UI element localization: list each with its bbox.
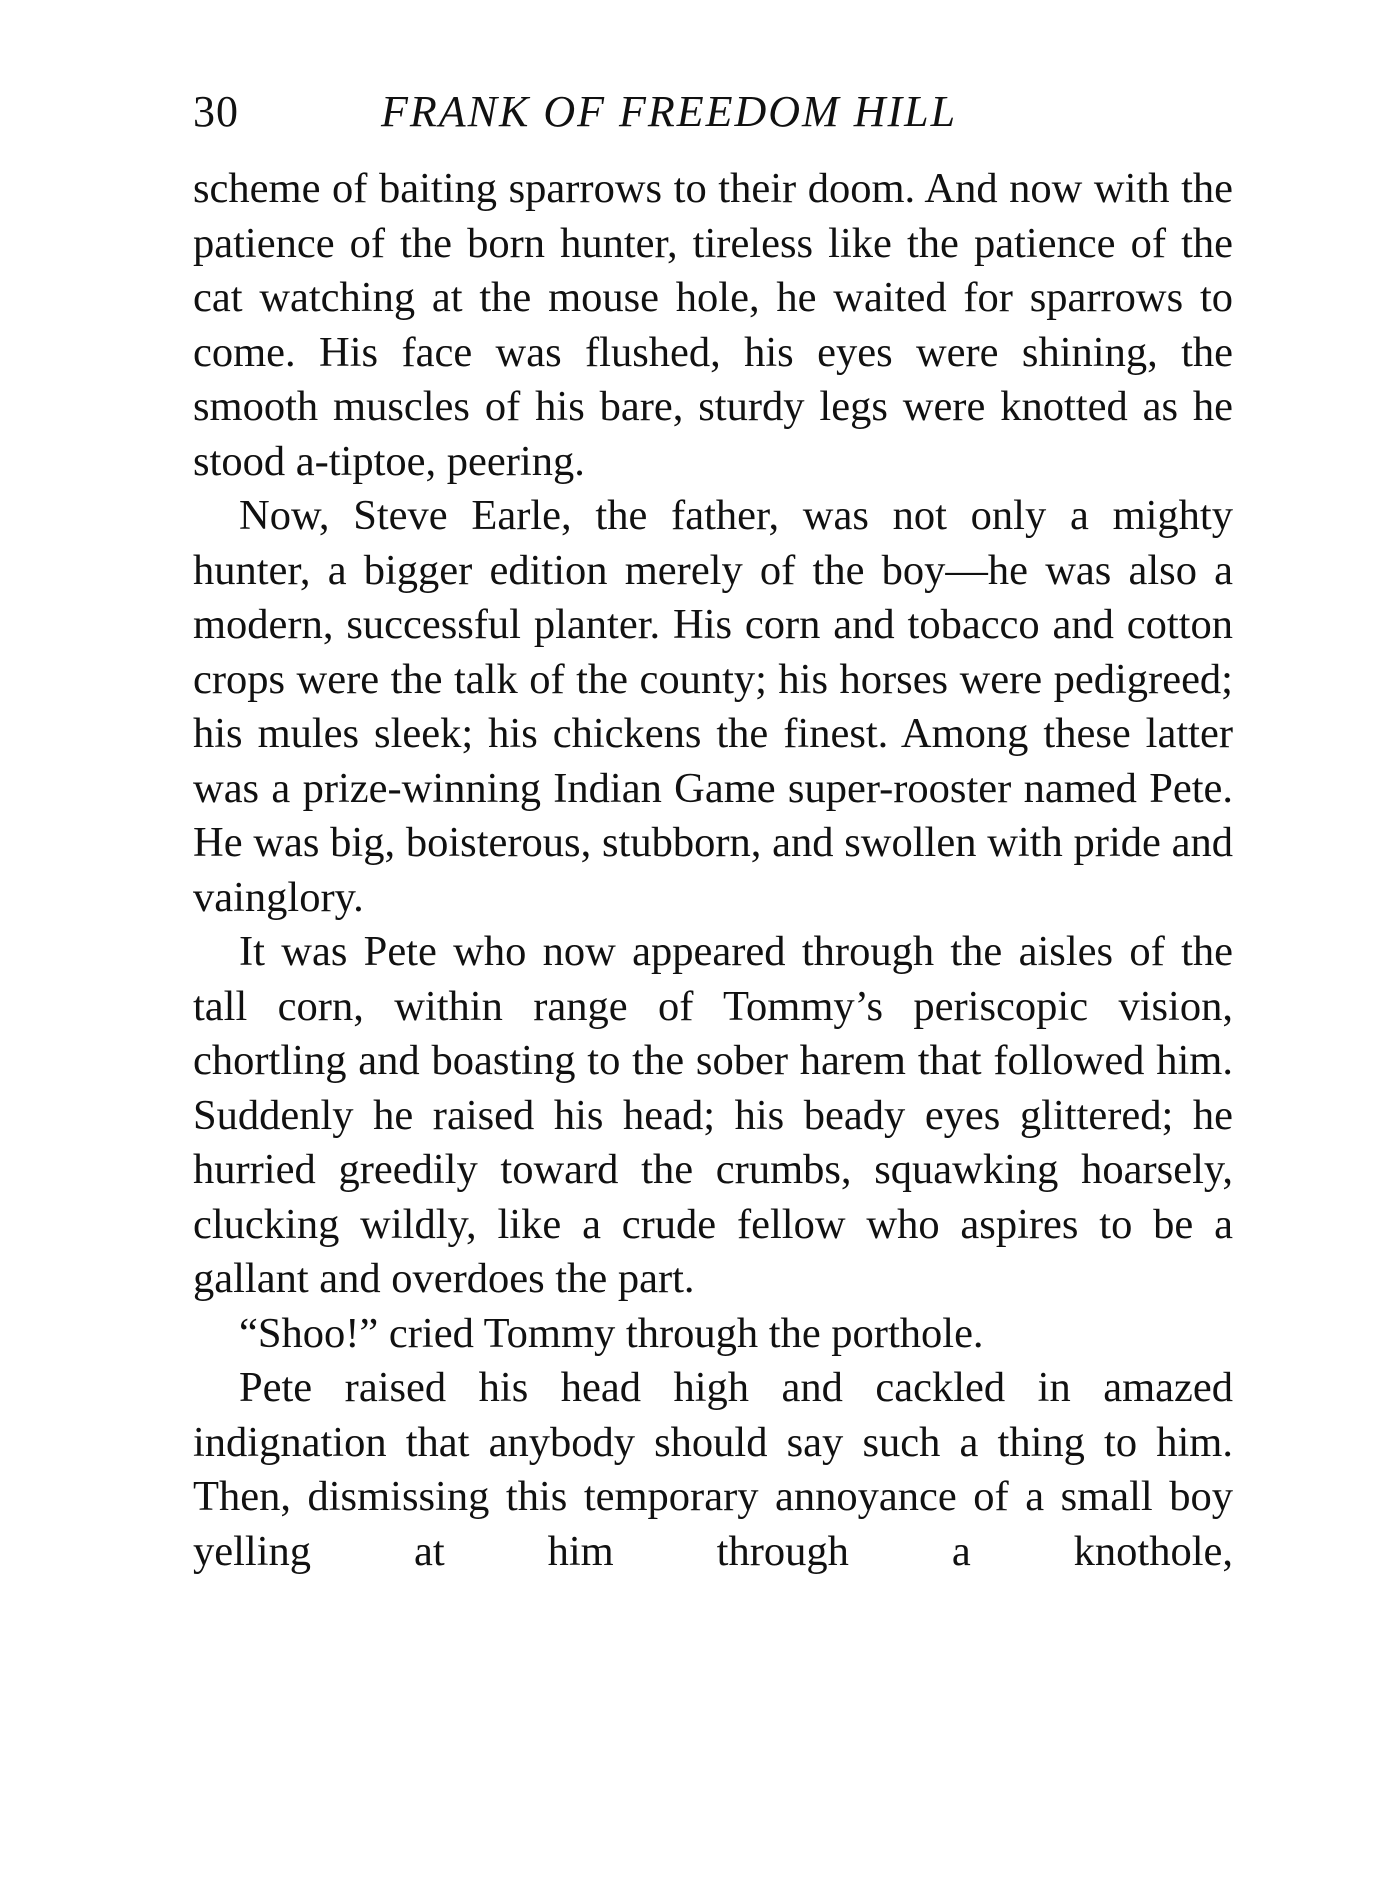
paragraph-shoo: “Shoo!” cried Tommy through the porthole. [239,1309,984,1357]
body-text [193,162,1233,1579]
paragraph-pete-raised: Pete raised his head high and cackled in amazed indignation that anybody should say such a thing to him. Then, dismissing this temporary annoyance of a small boy yelling at him through a knothole, [193,1364,1233,1575]
paragraph-continuation: scheme of baiting sparrows to their doom. And now with the patience of the born hunter, tireless like the patience of the cat watching at the mouse hole, he waited for sparrows to come. His face was flushed, his eyes were shining, the smooth muscles of his bare, sturdy legs were knotted as he stood a-tiptoe, peering. [193,165,1233,485]
paragraph-steve-earle: Now, Steve Earle, the father, was not only a mighty hunter, a bigger edition merely of the boy—he was also a modern, successful planter. His corn and tobacco and cotton crops were the talk of the county; his horses were pedigreed; his mules sleek; his chickens the finest. Among these latter was a prize-winning Indian Game super-rooster named Pete. He was big, boisterous, stubborn, and swollen with pride and vainglory. [193,492,1233,921]
paragraph-pete-appears: It was Pete who now appeared through the aisles of the tall corn, within range of Tommy’s periscopic vision, chortling and boasting to the sober harem that followed him. Suddenly he raised his head; his beady eyes glittered; he hurried greedily toward the crumbs, squawking hoarsely, clucking wildly, like a crude fellow who aspires to be a gallant and overdoes the part. [193,928,1233,1302]
running-title: FRANK OF FREEDOM HILL [381,87,958,136]
page-number: 30 [193,87,239,136]
page-header [193,82,1233,142]
